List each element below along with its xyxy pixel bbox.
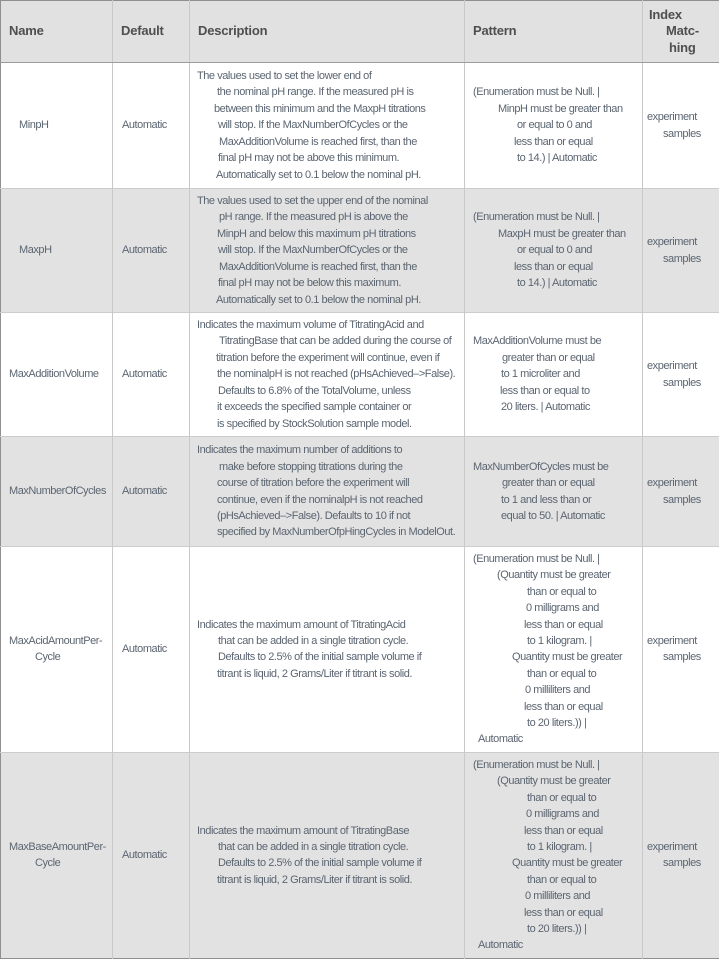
text-line: (Enumeration must be Null. | [473,757,638,773]
text-line: titrant is liquid, 2 Grams/Liter if titrant is solid. [197,872,459,888]
text-line: pH range. If the measured pH is above the [197,209,459,225]
text-line: the nominalpH is not reached (pHsAchieved–>False). [197,366,459,382]
text-line: than or equal to [473,790,638,806]
text-line: that can be added in a single titration cycle. [197,839,459,855]
cell-description [190,313,465,437]
text-line: or equal to 0 and [473,242,638,258]
text-line: to 1 kilogram. | [473,633,638,649]
cell-default: Automatic [113,63,190,189]
table-header [1,1,719,63]
text-line: MinpH [9,117,108,133]
text-line: MaxAdditionVolume is reached first, than the [197,259,459,275]
text-line: to 20 liters.)) | [473,715,638,731]
text-line: MaxpH must be greater than [473,226,638,242]
text-line: Indicates the maximum volume of TitratingAcid and [197,317,459,333]
text-line: less than or equal [473,823,638,839]
text-line: MaxNumberOfCycles must be [473,459,638,475]
text-line: Automatically set to 0.1 below the nominal pH. [197,292,459,308]
cell-name [1,313,113,437]
cell-description [190,63,465,189]
text-line: specified by MaxNumberOfpHingCycles in ModelOut. [197,524,459,540]
text-line: (Enumeration must be Null. | [473,209,638,225]
text-line: continue, even if the nominalpH is not reached [197,492,459,508]
cell-pattern [465,547,643,753]
text-line: Defaults to 6.8% of the TotalVolume, unless [197,383,459,399]
cell-name [1,63,113,189]
cell-index-matching [643,547,719,753]
text-line: greater than or equal [473,350,638,366]
cell-description [190,547,465,753]
text-line: than or equal to [473,584,638,600]
text-line: (Quantity must be greater [473,567,638,583]
text-line: Defaults to 2.5% of the initial sample volume if [197,649,459,665]
text-line: The values used to set the lower end of [197,68,459,84]
text-line: hing [647,40,715,56]
cell-pattern [465,189,643,313]
text-line: MaxAdditionVolume must be [473,333,638,349]
text-line: 0 milligrams and [473,600,638,616]
text-line: (Enumeration must be Null. | [473,84,638,100]
text-line: experiment [647,633,716,649]
text-line: greater than or equal [473,475,638,491]
table-row [1,189,719,313]
text-line: final pH may not be below this maximum. [197,275,459,291]
text-line: MaxAcidAmountPer- [9,633,108,649]
cell-default: Automatic [113,189,190,313]
cell-index-matching [643,63,719,189]
cell-pattern [465,63,643,189]
text-line: titrant is liquid, 2 Grams/Liter if titrant is solid. [197,666,459,682]
cell-description [190,437,465,547]
text-line: Indicates the maximum number of additions to [197,442,459,458]
text-line: is specified by StockSolution sample model. [197,416,459,432]
text-line: Quantity must be greater [473,649,638,665]
text-line: to 1 kilogram. | [473,839,638,855]
text-line: will stop. If the MaxNumberOfCycles or the [197,242,459,258]
text-line: final pH may not be above this minimum. [197,150,459,166]
text-line: to 1 microliter and [473,366,638,382]
text-line: Quantity must be greater [473,855,638,871]
text-line: 20 liters. | Automatic [473,399,638,415]
cell-pattern [465,437,643,547]
text-line: that can be added in a single titration cycle. [197,633,459,649]
text-line: (pHsAchieved–>False). Defaults to 10 if not [197,508,459,524]
column-header-name: Name [1,1,113,63]
text-line: less than or equal [473,699,638,715]
cell-index-matching [643,189,719,313]
text-line: Cycle [9,855,108,871]
text-line: samples [647,126,716,142]
text-line: samples [647,649,716,665]
cell-pattern [465,313,643,437]
text-line: MaxpH [9,242,108,258]
text-line: MaxAdditionVolume [9,366,108,382]
text-line: experiment [647,839,716,855]
text-line: experiment [647,234,716,250]
column-header-index-matching [643,1,719,63]
cell-name [1,547,113,753]
text-line: samples [647,251,716,267]
cell-description [190,752,465,958]
text-line: less than or equal [473,259,638,275]
text-line: to 20 liters.)) | [473,921,638,937]
text-line: or equal to 0 and [473,117,638,133]
text-line: experiment [647,475,716,491]
text-line: than or equal to [473,666,638,682]
text-line: Indicates the maximum amount of TitratingAcid [197,617,459,633]
column-header-description: Description [190,1,465,63]
cell-default: Automatic [113,547,190,753]
text-line: 0 milligrams and [473,806,638,822]
cell-name [1,752,113,958]
header-row [1,1,719,63]
table-body [1,63,719,959]
text-line: to 1 and less than or [473,492,638,508]
table-row [1,752,719,958]
cell-default: Automatic [113,313,190,437]
text-line: the nominal pH range. If the measured pH is [197,84,459,100]
text-line: Indicates the maximum amount of TitratingBase [197,823,459,839]
table-row [1,313,719,437]
column-header-pattern: Pattern [465,1,643,63]
text-line: 0 milliliters and [473,888,638,904]
text-line: to 14.) | Automatic [473,275,638,291]
text-line: Automatically set to 0.1 below the nominal pH. [197,167,459,183]
text-line: Automatic [473,937,638,953]
cell-default: Automatic [113,752,190,958]
text-line: Matc- [647,23,715,39]
text-line: MaxBaseAmountPer- [9,839,108,855]
column-header-default: Default [113,1,190,63]
cell-description [190,189,465,313]
table-row [1,547,719,753]
text-line: samples [647,375,716,391]
text-line: MaxNumberOfCycles [9,483,108,499]
text-line: experiment [647,109,716,125]
text-line: between this minimum and the MaxpH titrations [197,101,459,117]
cell-default: Automatic [113,437,190,547]
text-line: Defaults to 2.5% of the initial sample volume if [197,855,459,871]
text-line: make before stopping titrations during the [197,459,459,475]
text-line: samples [647,492,716,508]
text-line: Index [647,7,715,23]
text-line: Cycle [9,649,108,665]
table-row [1,437,719,547]
table-row [1,63,719,189]
text-line: less than or equal [473,905,638,921]
cell-index-matching [643,437,719,547]
cell-index-matching [643,313,719,437]
text-line: (Enumeration must be Null. | [473,551,638,567]
text-line: than or equal to [473,872,638,888]
text-line: it exceeds the specified sample container or [197,399,459,415]
text-line: MaxAdditionVolume is reached first, than the [197,134,459,150]
text-line: titration before the experiment will continue, even if [197,350,459,366]
text-line: course of titration before the experiment will [197,475,459,491]
text-line: TitratingBase that can be added during the course of [197,333,459,349]
text-line: samples [647,855,716,871]
cell-pattern [465,752,643,958]
text-line: experiment [647,358,716,374]
text-line: less than or equal to [473,383,638,399]
text-line: The values used to set the upper end of the nominal [197,193,459,209]
cell-name [1,437,113,547]
text-line: MinpH and below this maximum pH titrations [197,226,459,242]
text-line: will stop. If the MaxNumberOfCycles or the [197,117,459,133]
text-line: to 14.) | Automatic [473,150,638,166]
text-line: equal to 50. | Automatic [473,508,638,524]
text-line: less than or equal [473,617,638,633]
text-line: less than or equal [473,134,638,150]
text-line: Automatic [473,731,638,747]
text-line: MinpH must be greater than [473,101,638,117]
cell-index-matching [643,752,719,958]
cell-name [1,189,113,313]
text-line: 0 milliliters and [473,682,638,698]
text-line: (Quantity must be greater [473,773,638,789]
